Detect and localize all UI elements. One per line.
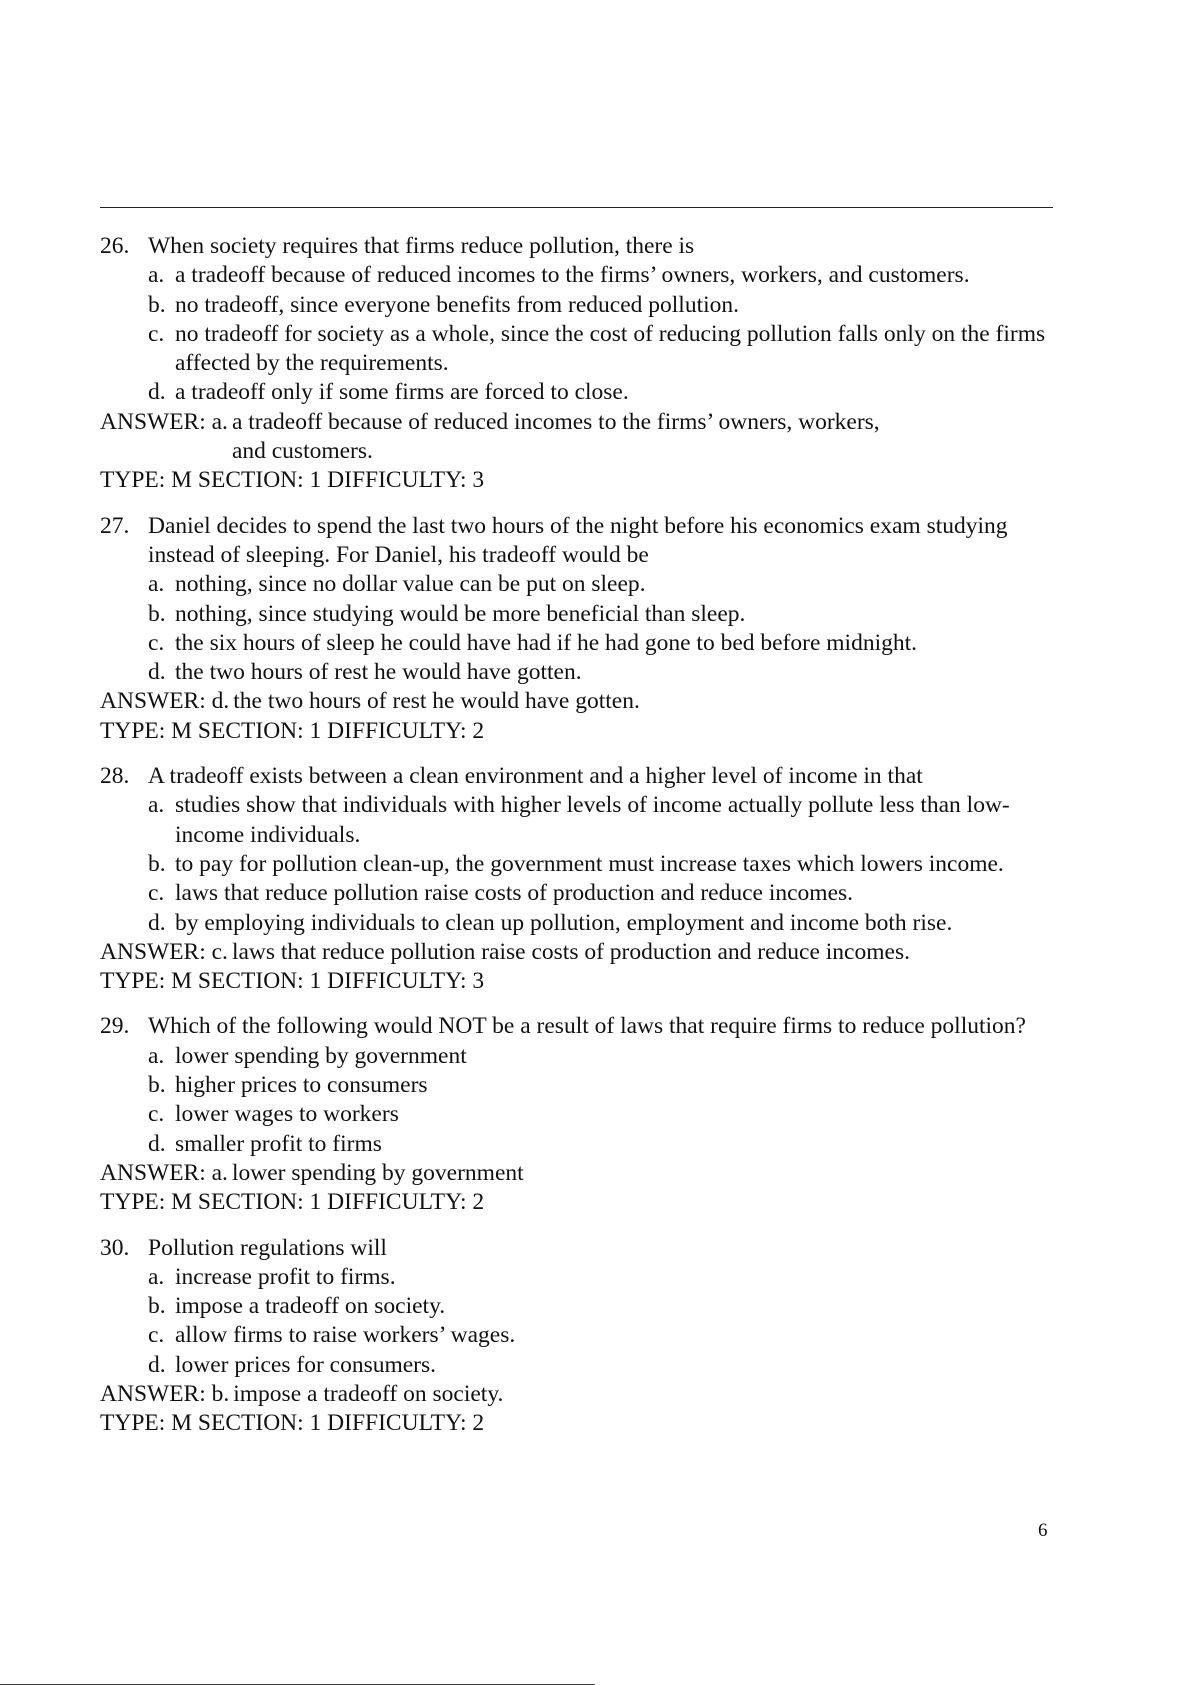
- option-a: [148, 791, 1060, 850]
- answer-line: [100, 1159, 1060, 1188]
- option-letter: b.: [148, 1072, 166, 1099]
- question-text: Pollution regulations will: [148, 1234, 387, 1261]
- question-meta: TYPE: M SECTION: 1 DIFFICULTY: 3: [100, 968, 485, 995]
- page-number: 6: [1038, 1520, 1048, 1541]
- question-number: 27.: [100, 512, 130, 539]
- question-30: [100, 1234, 1060, 1439]
- question-26: [100, 232, 1060, 496]
- option-d: [148, 1351, 1060, 1380]
- answer-text: a tradeoff because of reduced incomes to the firms’ owners, workers, and customers.: [231, 408, 880, 465]
- option-text: no tradeoff, since everyone benefits from reduced pollution.: [175, 291, 740, 318]
- answer-letter: b.: [211, 1380, 230, 1407]
- option-letter: c.: [148, 320, 165, 347]
- question-stem: [100, 232, 1060, 261]
- option-a: [148, 1263, 1060, 1292]
- option-letter: d.: [148, 1130, 166, 1157]
- option-a: [148, 570, 1060, 599]
- option-text: to pay for pollution clean-up, the government must increase taxes which lowers income.: [175, 850, 1004, 877]
- option-text: increase profit to firms.: [175, 1263, 396, 1290]
- question-stem: [100, 762, 1060, 791]
- option-list: [100, 570, 1060, 687]
- option-letter: d.: [148, 379, 166, 406]
- question-stem: [100, 512, 1060, 571]
- option-text: the two hours of rest he would have gotten.: [175, 659, 582, 686]
- answer-letter: c.: [211, 938, 228, 965]
- option-b: [148, 1292, 1060, 1321]
- option-text: lower spending by government: [175, 1042, 467, 1069]
- option-letter: c.: [148, 1322, 165, 1349]
- option-letter: b.: [148, 850, 166, 877]
- option-letter: a.: [148, 792, 165, 819]
- option-c: [148, 879, 1060, 908]
- question-28: [100, 762, 1060, 996]
- option-text: laws that reduce pollution raise costs of production and reduce incomes.: [175, 880, 854, 907]
- question-number: 26.: [100, 233, 130, 259]
- answer-text: laws that reduce pollution raise costs of production and reduce incomes.: [231, 938, 910, 965]
- option-letter: c.: [148, 629, 165, 656]
- option-d: [148, 1130, 1060, 1159]
- question-29: [100, 1012, 1060, 1217]
- option-text: nothing, since no dollar value can be put on sleep.: [175, 571, 646, 598]
- answer-line: [100, 687, 1060, 716]
- answer-text: the two hours of rest he would have gotten.: [233, 688, 640, 715]
- question-meta: TYPE: M SECTION: 1 DIFFICULTY: 3: [100, 467, 485, 494]
- option-text: lower prices for consumers.: [175, 1351, 437, 1378]
- option-text: nothing, since studying would be more beneficial than sleep.: [175, 600, 746, 627]
- answer-text: impose a tradeoff on society.: [233, 1380, 504, 1407]
- question-text: When society requires that firms reduce pollution, there is: [148, 233, 695, 259]
- question-number: 28.: [100, 763, 130, 790]
- question-text: Daniel decides to spend the last two hours of the night before his economics exam studying instead of sleeping. For Daniel, his tradeoff would be: [148, 512, 1008, 568]
- question-text: Which of the following would NOT be a result of laws that require firms to reduce pollution?: [148, 1013, 1026, 1040]
- option-letter: b.: [148, 291, 166, 318]
- answer-line: [100, 408, 1060, 467]
- option-letter: c.: [148, 1101, 165, 1128]
- question-stem: [100, 1234, 1060, 1263]
- answer-label: ANSWER:: [100, 938, 212, 965]
- answer-letter: a.: [211, 408, 228, 435]
- answer-label: ANSWER:: [100, 408, 212, 435]
- answer-label: ANSWER:: [100, 688, 212, 715]
- option-b: [148, 600, 1060, 629]
- option-letter: d.: [148, 659, 166, 686]
- option-d: [148, 909, 1060, 938]
- question-text: A tradeoff exists between a clean environment and a higher level of income in that: [148, 763, 923, 790]
- option-text: smaller profit to firms: [175, 1130, 382, 1157]
- option-b: [148, 850, 1060, 879]
- option-letter: c.: [148, 880, 165, 907]
- option-text: a tradeoff because of reduced incomes to the firms’ owners, workers, and customers.: [175, 262, 970, 289]
- option-c: [148, 1100, 1060, 1129]
- option-text: the six hours of sleep he could have had if he had gone to bed before midnight.: [175, 629, 918, 656]
- option-text: a tradeoff only if some firms are forced to close.: [175, 379, 629, 406]
- option-text: impose a tradeoff on society.: [175, 1293, 446, 1320]
- option-text: by employing individuals to clean up pollution, employment and income both rise.: [175, 909, 953, 936]
- option-list: [100, 1263, 1060, 1380]
- answer-label: ANSWER:: [100, 1380, 212, 1407]
- question-meta: TYPE: M SECTION: 1 DIFFICULTY: 2: [100, 1410, 485, 1437]
- option-c: [148, 320, 1060, 379]
- option-letter: a.: [148, 571, 165, 598]
- option-d: [148, 378, 1060, 407]
- question-number: 30.: [100, 1234, 130, 1261]
- option-list: [100, 791, 1060, 937]
- question-number: 29.: [100, 1013, 130, 1040]
- option-text: lower wages to workers: [175, 1101, 399, 1128]
- option-a: [148, 261, 1060, 290]
- option-letter: a.: [148, 1042, 165, 1069]
- answer-text: lower spending by government: [231, 1159, 524, 1186]
- answer-line: [100, 1380, 1060, 1409]
- answer-label: ANSWER:: [100, 1159, 212, 1186]
- question-meta: TYPE: M SECTION: 1 DIFFICULTY: 2: [100, 717, 485, 744]
- option-a: [148, 1042, 1060, 1071]
- option-text: studies show that individuals with higher levels of income actually pollute less than low-income individuals.: [175, 792, 1010, 848]
- option-list: [100, 1042, 1060, 1159]
- answer-line: [100, 938, 1060, 967]
- option-letter: d.: [148, 1351, 166, 1378]
- option-letter: a.: [148, 262, 165, 289]
- option-b: [148, 1071, 1060, 1100]
- option-text: no tradeoff for society as a whole, since the cost of reducing pollution falls only on the firms affected by the requirements.: [175, 320, 1046, 377]
- option-letter: d.: [148, 909, 166, 936]
- option-list: [100, 261, 1060, 407]
- header-rule: [100, 207, 1053, 208]
- answer-letter: d.: [211, 688, 230, 715]
- answer-letter: a.: [211, 1159, 228, 1186]
- option-letter: a.: [148, 1263, 165, 1290]
- option-b: [148, 291, 1060, 320]
- question-27: [100, 512, 1060, 746]
- option-letter: b.: [148, 600, 166, 627]
- question-meta: TYPE: M SECTION: 1 DIFFICULTY: 2: [100, 1189, 485, 1216]
- option-text: higher prices to consumers: [175, 1072, 428, 1099]
- option-c: [148, 1321, 1060, 1350]
- question-list: [100, 232, 1060, 1455]
- option-text: allow firms to raise workers’ wages.: [175, 1322, 516, 1349]
- option-d: [148, 658, 1060, 687]
- option-letter: b.: [148, 1293, 166, 1320]
- question-stem: [100, 1012, 1060, 1041]
- option-c: [148, 629, 1060, 658]
